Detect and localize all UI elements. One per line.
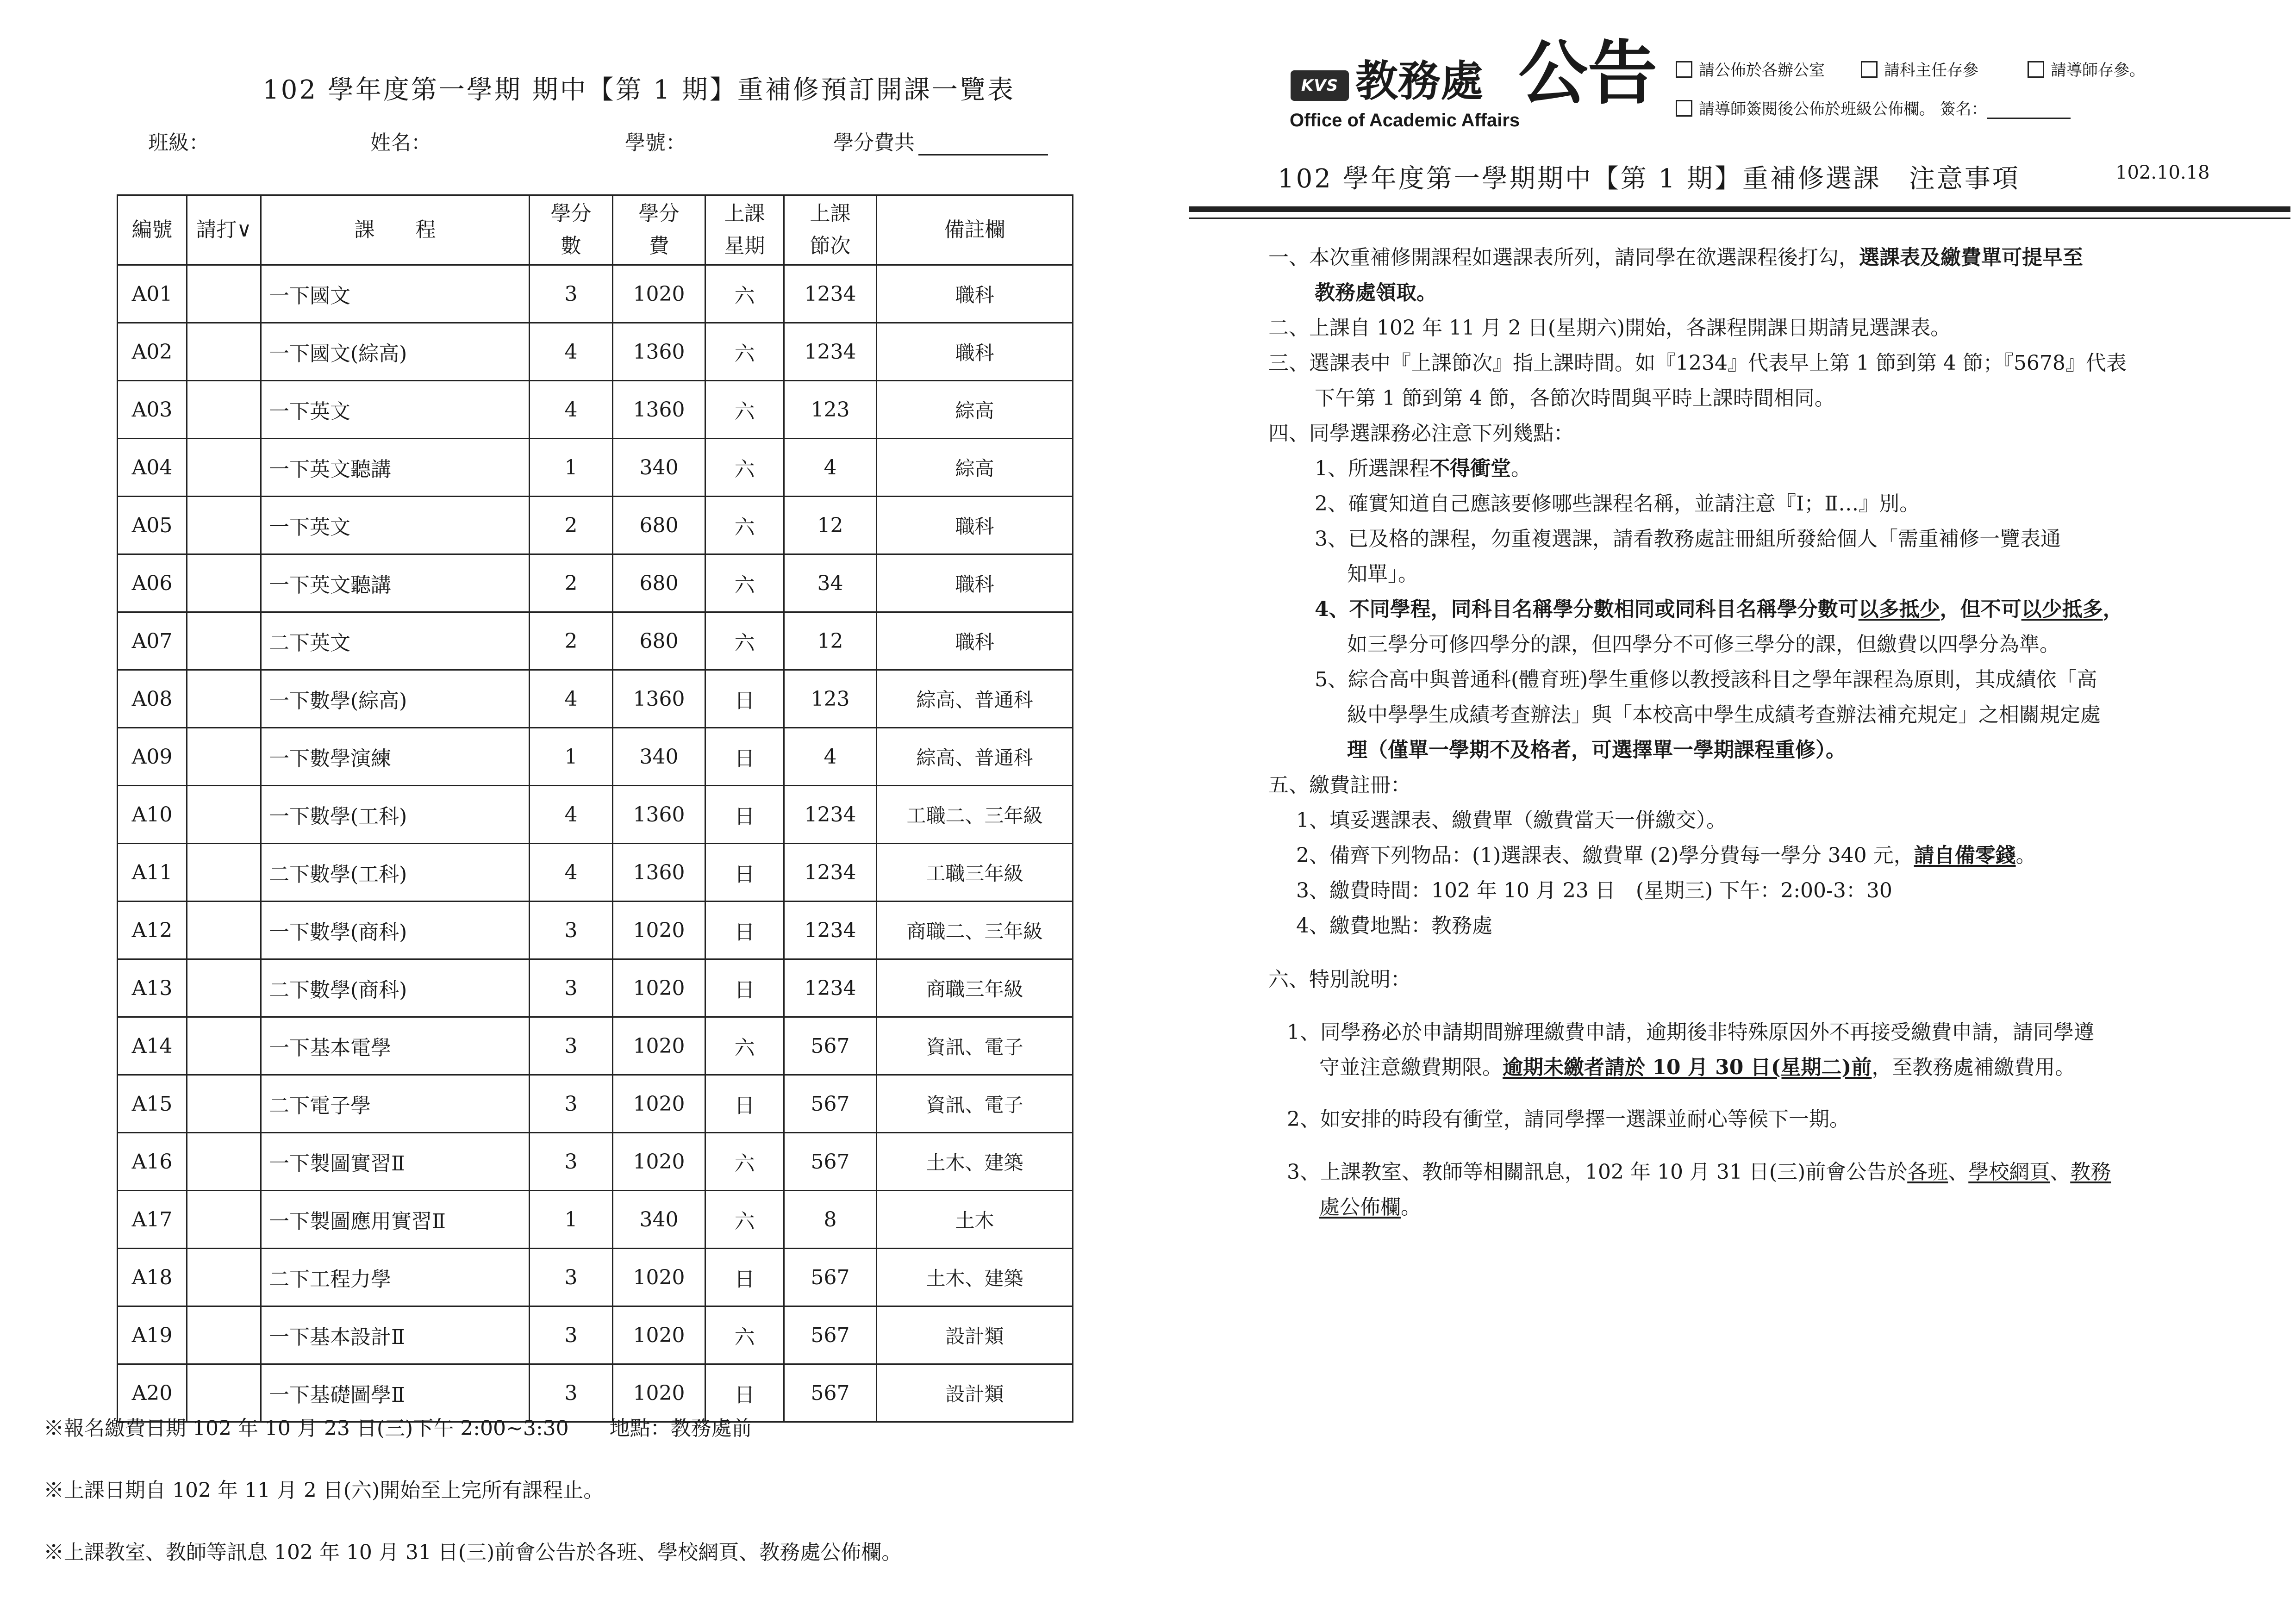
item-1-cont: 教務處領取。 (1315, 281, 1437, 305)
table-row (118, 1191, 1073, 1249)
cell-credits: 3 (530, 265, 613, 323)
header-credits: 學分 數 (530, 195, 613, 265)
table-row (118, 439, 1073, 497)
cell-code: A05 (118, 497, 187, 554)
table-row (118, 1249, 1073, 1306)
course-table (117, 194, 1073, 1423)
item-6-2: 2、如安排的時段有衝堂，請同學擇一選課並耐心等候下一期。 (1287, 1107, 1850, 1131)
student-fields (148, 126, 1083, 158)
checkbox-offices[interactable]: 請公佈於各辦公室 (1676, 57, 1825, 80)
left-page-title: 102 學年度第一學期 期中【第 1 期】重補修預訂開課一覽表 (262, 75, 1015, 105)
cell-credits: 2 (530, 612, 613, 670)
cell-course: 一下基本電學 (261, 1017, 530, 1075)
cell-period: 1234 (784, 265, 877, 323)
cell-course: 一下製圖應用實習Ⅱ (261, 1191, 530, 1249)
cell-credits: 4 (530, 323, 613, 381)
cell-check[interactable] (187, 902, 261, 959)
cell-fee: 340 (613, 439, 705, 497)
cell-course: 一下英文聽講 (261, 439, 530, 497)
cell-check[interactable] (187, 844, 261, 902)
item-4-4: 4、不同學程，同科目名稱學分數相同或同科目名稱學分數可以多抵少，但不可以少抵多， (1315, 597, 2123, 621)
cell-period: 12 (784, 612, 877, 670)
cell-day: 六 (705, 1306, 784, 1364)
cell-course: 二下電子學 (261, 1075, 530, 1133)
cell-fee: 340 (613, 1191, 705, 1249)
cell-code: A03 (118, 381, 187, 439)
credit-fee-label: 學分費共 (833, 131, 915, 155)
cell-period: 8 (784, 1191, 877, 1249)
cell-period: 567 (784, 1249, 877, 1306)
item-4-5-cont-1: 級中學學生成績考查辦法」與「本校高中學生成績考查辦法補充規定」之相關規定處 (1347, 703, 2101, 727)
item-4: 四、同學選課務必注意下列幾點： (1268, 422, 1574, 445)
cell-course: 一下基本設計Ⅱ (261, 1306, 530, 1364)
header-check: 請打∨ (187, 195, 261, 265)
item-6-3: 3、上課教室、教師等相關訊息，102 年 10 月 31 日(三)前會公告於各班、學校網頁、教務 (1287, 1160, 2111, 1184)
table-row (118, 265, 1073, 323)
cell-day: 日 (705, 844, 784, 902)
cell-note: 資訊、電子 (877, 1017, 1073, 1075)
cell-day: 六 (705, 323, 784, 381)
cell-period: 1234 (784, 786, 877, 844)
header-code: 編號 (118, 195, 187, 265)
cell-code: A09 (118, 728, 187, 786)
cell-day: 日 (705, 959, 784, 1017)
cell-course: 一下數學演練 (261, 728, 530, 786)
cell-fee: 1020 (613, 1133, 705, 1191)
cell-fee: 1360 (613, 670, 705, 728)
cell-credits: 3 (530, 1017, 613, 1075)
cell-period: 567 (784, 1364, 877, 1422)
cell-period: 567 (784, 1017, 877, 1075)
table-row (118, 1133, 1073, 1191)
cell-credits: 1 (530, 439, 613, 497)
name-label: 姓名： (370, 131, 431, 155)
cell-note: 商職三年級 (877, 959, 1073, 1017)
cell-fee: 680 (613, 554, 705, 612)
table-row (118, 1075, 1073, 1133)
cell-code: A14 (118, 1017, 187, 1075)
cell-course: 二下英文 (261, 612, 530, 670)
cell-day: 日 (705, 1364, 784, 1422)
item-5-1: 1、填妥選課表、繳費單（繳費當天一併繳交）。 (1296, 808, 1727, 832)
cell-check[interactable] (187, 1249, 261, 1306)
item-1: 一、本次重補修開課程如選課表所列，請同學在欲選課程後打勾，選課表及繳費單可提早至 (1268, 246, 2083, 269)
cell-fee: 1020 (613, 959, 705, 1017)
credit-fee-field[interactable] (833, 126, 1048, 155)
cell-check[interactable] (187, 786, 261, 844)
cell-code: A04 (118, 439, 187, 497)
cell-fee: 1020 (613, 1017, 705, 1075)
table-row (118, 728, 1073, 786)
cell-note: 土木 (877, 1191, 1073, 1249)
cell-day: 日 (705, 1075, 784, 1133)
cell-code: A19 (118, 1306, 187, 1364)
student-no-label: 學號： (625, 131, 686, 155)
table-row (118, 1306, 1073, 1364)
credit-fee-blank[interactable] (918, 136, 1048, 155)
table-header-row (118, 195, 1073, 265)
checkbox-homeroom-teachers[interactable]: 請導師存參。 (2028, 57, 2145, 80)
header-fee: 學分 費 (613, 195, 705, 265)
cell-check[interactable] (187, 1306, 261, 1364)
header-period: 上課 節次 (784, 195, 877, 265)
cell-credits: 4 (530, 381, 613, 439)
cell-note: 職科 (877, 497, 1073, 554)
cell-fee: 1360 (613, 844, 705, 902)
routing-checkboxes (1676, 57, 2291, 127)
cell-credits: 3 (530, 1133, 613, 1191)
item-4-1: 1、所選課程不得衝堂。 (1315, 457, 1531, 480)
cell-period: 34 (784, 554, 877, 612)
checkbox-square-icon[interactable] (2028, 61, 2044, 78)
cell-fee: 1020 (613, 902, 705, 959)
item-2: 二、上課自 102 年 11 月 2 日(星期六)開始，各課程開課日期請見選課表。 (1268, 316, 1951, 340)
cell-day: 日 (705, 902, 784, 959)
item-4-4-cont: 如三學分可修四學分的課，但四學分不可修三學分的課，但繳費以四學分為準。 (1347, 633, 2060, 656)
cell-period: 567 (784, 1133, 877, 1191)
cell-course: 一下英文 (261, 381, 530, 439)
cell-code: A13 (118, 959, 187, 1017)
cell-fee: 1020 (613, 1364, 705, 1422)
cell-check[interactable] (187, 959, 261, 1017)
table-row (118, 902, 1073, 959)
cell-code: A11 (118, 844, 187, 902)
table-row (118, 323, 1073, 381)
item-5-4: 4、繳費地點：教務處 (1296, 914, 1492, 938)
table-row (118, 554, 1073, 612)
cell-fee: 1360 (613, 786, 705, 844)
item-6-1-cont: 守並注意繳費期限。逾期未繳者請於 10 月 30 日(星期二)前，至教務處補繳費用。 (1319, 1056, 2076, 1079)
cell-note: 職科 (877, 554, 1073, 612)
item-4-5: 5、綜合高中與普通科(體育班)學生重修以教授該科目之學年課程為原則，其成績依「高 (1315, 668, 2097, 691)
cell-note: 職科 (877, 612, 1073, 670)
cell-course: 一下基礎圖學Ⅱ (261, 1364, 530, 1422)
cell-note: 工職三年級 (877, 844, 1073, 902)
header-day: 上課 星期 (705, 195, 784, 265)
cell-period: 4 (784, 439, 877, 497)
cell-course: 一下數學(綜高) (261, 670, 530, 728)
cell-credits: 3 (530, 1364, 613, 1422)
cell-day: 六 (705, 439, 784, 497)
cell-course: 一下國文 (261, 265, 530, 323)
cell-period: 1234 (784, 323, 877, 381)
cell-course: 一下英文 (261, 497, 530, 554)
cell-check[interactable] (187, 323, 261, 381)
cell-code: A15 (118, 1075, 187, 1133)
cell-credits: 2 (530, 554, 613, 612)
cell-check[interactable] (187, 554, 261, 612)
cell-code: A17 (118, 1191, 187, 1249)
cell-period: 123 (784, 670, 877, 728)
cell-note: 職科 (877, 265, 1073, 323)
cell-credits: 1 (530, 728, 613, 786)
cell-course: 一下英文聽講 (261, 554, 530, 612)
cell-credits: 4 (530, 670, 613, 728)
cell-check[interactable] (187, 265, 261, 323)
cell-day: 日 (705, 728, 784, 786)
cell-check[interactable] (187, 612, 261, 670)
checkbox-class-board[interactable]: 請導師簽閱後公佈於班級公佈欄。 簽名： (1676, 96, 2071, 119)
cell-fee: 680 (613, 497, 705, 554)
cell-code: A07 (118, 612, 187, 670)
cell-note: 職科 (877, 323, 1073, 381)
cell-day: 日 (705, 670, 784, 728)
cell-day: 六 (705, 1133, 784, 1191)
cell-course: 一下製圖實習Ⅱ (261, 1133, 530, 1191)
cell-note: 資訊、電子 (877, 1075, 1073, 1133)
cell-code: A10 (118, 786, 187, 844)
table-row (118, 786, 1073, 844)
cell-check[interactable] (187, 728, 261, 786)
cell-credits: 3 (530, 1075, 613, 1133)
cell-credits: 1 (530, 1191, 613, 1249)
table-row (118, 670, 1073, 728)
item-6: 六、特別說明： (1268, 968, 1411, 991)
cell-check[interactable] (187, 381, 261, 439)
cell-code: A06 (118, 554, 187, 612)
cell-period: 1234 (784, 844, 877, 902)
cell-course: 二下工程力學 (261, 1249, 530, 1306)
cell-code: A12 (118, 902, 187, 959)
cell-period: 1234 (784, 902, 877, 959)
item-5-2: 2、備齊下列物品：(1)選課表、繳費單 (2)學分費每一學分 340 元，請自備零錢。 (1296, 844, 2036, 867)
cell-check[interactable] (187, 1191, 261, 1249)
cell-note: 設計類 (877, 1364, 1073, 1422)
cell-check[interactable] (187, 670, 261, 728)
cell-check[interactable] (187, 439, 261, 497)
cell-fee: 1020 (613, 1306, 705, 1364)
item-4-3-cont: 知單」。 (1347, 562, 1418, 586)
note-announcement: ※上課教室、教師等訊息 102 年 10 月 31 日(三)前會公告於各班、學校網頁、教務處公佈欄。 (44, 1541, 902, 1564)
cell-period: 567 (784, 1075, 877, 1133)
item-4-3: 3、已及格的課程，勿重複選課，請看教務處註冊組所發給個人「需重補修一覽表通 (1315, 527, 2061, 551)
cell-check[interactable] (187, 1075, 261, 1133)
class-label: 班級： (148, 131, 209, 155)
cell-day: 六 (705, 1191, 784, 1249)
cell-code: A08 (118, 670, 187, 728)
cell-fee: 1020 (613, 265, 705, 323)
signature-blank[interactable] (1987, 104, 2071, 119)
checkbox-square-icon[interactable] (1676, 100, 1692, 117)
school-emblem-icon: KVS (1291, 70, 1349, 101)
cell-day: 日 (705, 786, 784, 844)
notice-heading: 公告 (1518, 33, 1658, 114)
checkbox-square-icon[interactable] (1861, 61, 1878, 78)
cell-note: 綜高 (877, 381, 1073, 439)
cell-credits: 3 (530, 1249, 613, 1306)
cell-note: 商職二、三年級 (877, 902, 1073, 959)
note-registration: ※報名繳費日期 102 年 10 月 23 日(三)下午 2:00~3:30 地點：教務處前 (44, 1417, 752, 1440)
cell-credits: 2 (530, 497, 613, 554)
cell-fee: 1360 (613, 381, 705, 439)
header-rule-thick (1189, 206, 2290, 212)
cell-note: 綜高、普通科 (877, 728, 1073, 786)
table-row (118, 497, 1073, 554)
cell-check[interactable] (187, 1133, 261, 1191)
cell-code: A18 (118, 1249, 187, 1306)
cell-note: 工職二、三年級 (877, 786, 1073, 844)
cell-check[interactable] (187, 1017, 261, 1075)
cell-credits: 4 (530, 786, 613, 844)
item-6-3-cont: 處公佈欄。 (1319, 1195, 1421, 1219)
cell-note: 綜高 (877, 439, 1073, 497)
cell-fee: 1360 (613, 323, 705, 381)
cell-day: 六 (705, 381, 784, 439)
cell-period: 123 (784, 381, 877, 439)
cell-day: 六 (705, 265, 784, 323)
office-name: 教務處 (1355, 56, 1484, 106)
cell-period: 1234 (784, 959, 877, 1017)
cell-code: A16 (118, 1133, 187, 1191)
table-row (118, 844, 1073, 902)
cell-day: 六 (705, 1017, 784, 1075)
cell-fee: 340 (613, 728, 705, 786)
cell-note: 設計類 (877, 1306, 1073, 1364)
item-6-1: 1、同學務必於申請期間辦理繳費申請，逾期後非特殊原因外不再接受繳費申請，請同學遵 (1287, 1020, 2094, 1044)
table-row (118, 1017, 1073, 1075)
item-4-5-cont-2: 理（僅單一學期不及格者，可選擇單一學期課程重修）。 (1347, 738, 1846, 762)
cell-fee: 680 (613, 612, 705, 670)
header-rule-thin (1189, 218, 2290, 219)
cell-credits: 3 (530, 959, 613, 1017)
cell-credits: 4 (530, 844, 613, 902)
cell-fee: 1020 (613, 1075, 705, 1133)
note-class-start: ※上課日期自 102 年 11 月 2 日(六)開始至上完所有課程止。 (44, 1479, 604, 1502)
header-course: 課 程 (261, 195, 530, 265)
cell-credits: 3 (530, 902, 613, 959)
cell-note: 土木、建築 (877, 1133, 1073, 1191)
table-row (118, 959, 1073, 1017)
cell-period: 567 (784, 1306, 877, 1364)
item-5-3: 3、繳費時間：102 年 10 月 23 日 (星期三) 下午：2:00-3：30 (1296, 879, 1892, 902)
cell-code: A20 (118, 1364, 187, 1422)
notice-body (1268, 241, 2296, 1259)
item-4-2: 2、確實知道自己應該要修哪些課程名稱，並請注意『Ⅰ；Ⅱ…』別。 (1315, 492, 1920, 516)
checkbox-square-icon[interactable] (1676, 61, 1692, 78)
cell-day: 日 (705, 1249, 784, 1306)
cell-code: A02 (118, 323, 187, 381)
item-3-cont: 下午第 1 節到第 4 節，各節次時間與平時上課時間相同。 (1315, 386, 1835, 410)
cell-check[interactable] (187, 497, 261, 554)
cell-day: 六 (705, 554, 784, 612)
cell-course: 一下數學(商科) (261, 902, 530, 959)
cell-period: 12 (784, 497, 877, 554)
right-page-title: 102 學年度第一學期期中【第 1 期】重補修選課 注意事項 (1278, 164, 2020, 194)
cell-code: A01 (118, 265, 187, 323)
cell-course: 一下國文(綜高) (261, 323, 530, 381)
header-note: 備註欄 (877, 195, 1073, 265)
item-3: 三、選課表中『上課節次』指上課時間。如『1234』代表早上第 1 節到第 4 節；『5678』代表 (1268, 351, 2127, 375)
cell-fee: 1020 (613, 1249, 705, 1306)
cell-course: 一下數學(工科) (261, 786, 530, 844)
cell-note: 土木、建築 (877, 1249, 1073, 1306)
cell-credits: 3 (530, 1306, 613, 1364)
item-5: 五、繳費註冊： (1268, 773, 1411, 797)
cell-day: 六 (705, 497, 784, 554)
cell-course: 二下數學(工科) (261, 844, 530, 902)
cell-note: 綜高、普通科 (877, 670, 1073, 728)
cell-day: 六 (705, 612, 784, 670)
table-row (118, 381, 1073, 439)
office-english-name: Office of Academic Affairs (1290, 110, 1520, 131)
cell-period: 4 (784, 728, 877, 786)
notice-date: 102.10.18 (2115, 162, 2210, 183)
table-row (118, 612, 1073, 670)
cell-course: 二下數學(商科) (261, 959, 530, 1017)
checkbox-dept-heads[interactable]: 請科主任存參 (1861, 57, 1978, 80)
